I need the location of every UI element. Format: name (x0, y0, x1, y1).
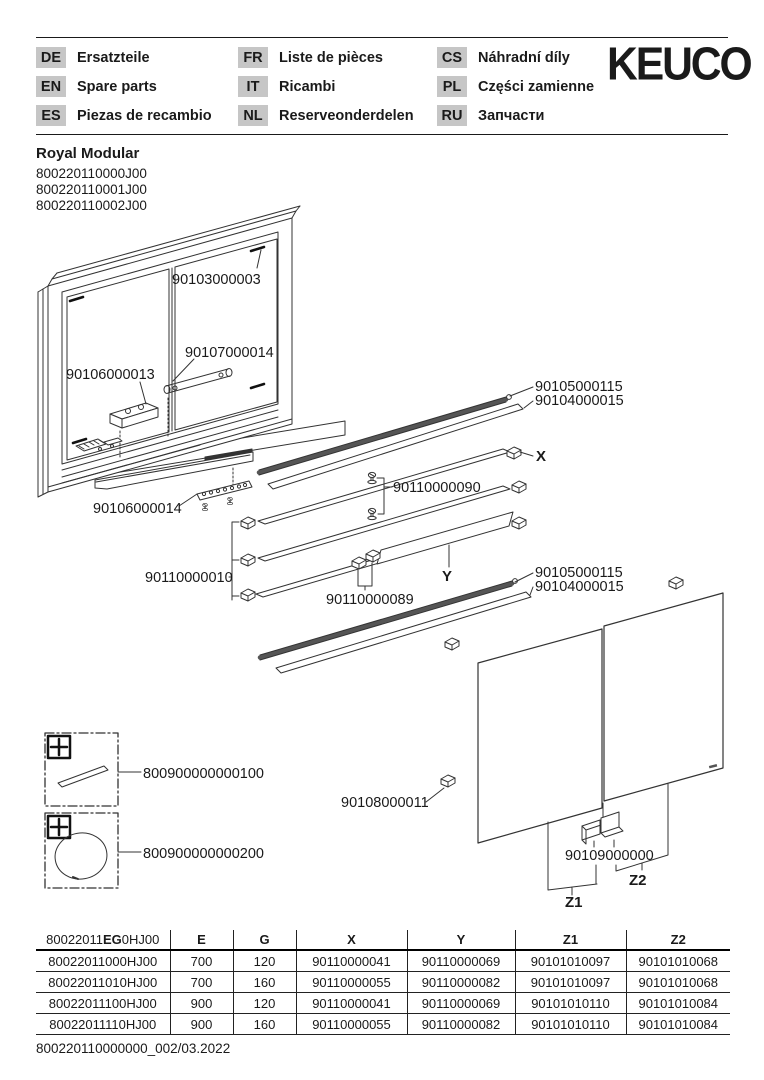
table-row (36, 972, 730, 993)
part-label-shelf-clips: 90110000010 (145, 570, 233, 586)
led-strip-bottom (260, 579, 517, 660)
cell-e: 700 (170, 950, 233, 972)
lang-badge-es: ES (36, 105, 66, 126)
lang-badge-de: DE (36, 47, 66, 68)
keuco-logo: KEUCO (607, 38, 751, 90)
lang-label-es: Piezas de recambio (77, 107, 212, 124)
cell-model: 80022011000HJ00 (36, 950, 170, 972)
col-header-e: E (170, 930, 233, 950)
lang-label-it: Ricambi (279, 78, 336, 95)
col-header-z2: Z2 (626, 930, 730, 950)
cell-y: 90110000082 (407, 972, 515, 993)
cell-z1: 90101010097 (515, 950, 626, 972)
lang-label-nl: Reserveonderdelen (279, 107, 414, 124)
mirror-door-right (604, 593, 723, 801)
cell-z1: 90101010097 (515, 972, 626, 993)
part-label-door-guide: 90109000000 (565, 848, 654, 864)
product-code: 800220110002J00 (36, 198, 147, 213)
product-title: Royal Modular (36, 145, 140, 162)
variants-table-grid (36, 930, 730, 1035)
cell-g: 160 (233, 1014, 296, 1035)
part-label-led-profile-top: 90104000015 (535, 393, 624, 409)
part-label-bottom-rail: 90106000014 (93, 501, 182, 517)
cell-z1: 90101010110 (515, 993, 626, 1014)
accessory-box-strip (45, 733, 141, 806)
plus-icon (48, 736, 70, 758)
lang-label-ru: Запчасти (478, 107, 545, 124)
zone-label-z1: Z1 (565, 894, 583, 911)
plus-icon (48, 816, 70, 838)
col-header-z1: Z1 (515, 930, 626, 950)
cell-e: 700 (170, 972, 233, 993)
part-label-corner-screw: 90103000003 (172, 272, 261, 288)
col-header-x: X (296, 930, 407, 950)
part-label-door-damper: 90106000013 (66, 367, 155, 383)
cell-g: 120 (233, 993, 296, 1014)
cell-x: 90110000041 (296, 993, 407, 1014)
cell-g: 120 (233, 950, 296, 972)
cell-x: 90110000055 (296, 1014, 407, 1035)
cell-y: 90110000069 (407, 993, 515, 1014)
zone-label-x: X (536, 448, 547, 465)
shelf-clips-left (229, 517, 255, 601)
lang-badge-it: IT (238, 76, 268, 97)
part-label-accessory-mirror: 800900000000200 (143, 846, 264, 862)
cell-x: 90110000041 (296, 950, 407, 972)
cell-x: 90110000055 (296, 972, 407, 993)
cell-e: 900 (170, 1014, 233, 1035)
lang-badge-nl: NL (238, 105, 268, 126)
product-code: 800220110000J00 (36, 166, 147, 181)
bottom-rail-part (197, 468, 252, 511)
part-label-led-strip-bottom: 90105000115 (535, 565, 623, 581)
document-number: 800220110000000_002/03.2022 (36, 1041, 231, 1056)
cell-y: 90110000069 (407, 950, 515, 972)
mounting-clip (445, 638, 459, 650)
shelf-clip-y (512, 517, 526, 529)
col-header-g: G (233, 930, 296, 950)
part-label-led-profile-bottom: 90104000015 (535, 579, 624, 595)
lang-label-de: Ersatzteile (77, 49, 150, 66)
cell-z2: 90101010068 (626, 972, 730, 993)
lang-label-pl: Części zamienne (478, 78, 595, 95)
zone-label-z2: Z2 (629, 872, 647, 889)
cell-z2: 90101010068 (626, 950, 730, 972)
cell-z1: 90101010110 (515, 1014, 626, 1035)
lang-badge-ru: RU (437, 105, 467, 126)
lang-badge-en: EN (36, 76, 66, 97)
col-header-y: Y (407, 930, 515, 950)
shelf-clip-2 (512, 481, 526, 493)
part-label-led-driver: 90107000014 (185, 345, 274, 361)
shelf-clip-x (507, 447, 521, 459)
variants-table (36, 930, 730, 1035)
mirror-door-left (478, 629, 602, 843)
cell-model: 80022011100HJ00 (36, 993, 170, 1014)
table-row (36, 950, 730, 972)
cell-model: 80022011010HJ00 (36, 972, 170, 993)
lang-badge-pl: PL (437, 76, 467, 97)
lang-label-fr: Liste de pièces (279, 49, 383, 66)
lang-label-en: Spare parts (77, 78, 157, 95)
door-clip-part (441, 775, 455, 787)
cell-model: 80022011110HJ00 (36, 1014, 170, 1035)
lang-label-cs: Náhradní díly (478, 49, 570, 66)
cell-y: 90110000082 (407, 1014, 515, 1035)
cell-e: 900 (170, 993, 233, 1014)
accessory-box-mirror (45, 813, 141, 888)
cell-z2: 90101010084 (626, 1014, 730, 1035)
shelf-screws-90110000090 (368, 472, 392, 519)
led-profile-top (268, 404, 523, 489)
cell-z2: 90101010084 (626, 993, 730, 1014)
part-label-led-strip-top: 90105000115 (535, 379, 623, 395)
part-label-shelf-clip-pair: 90110000089 (326, 592, 414, 608)
product-code: 800220110001J00 (36, 182, 147, 197)
table-row (36, 993, 730, 1014)
lang-badge-fr: FR (238, 47, 268, 68)
part-label-door-clip: 90108000011 (341, 795, 429, 811)
zone-label-y: Y (442, 568, 453, 585)
part-label-shelf-screws: 90110000090 (393, 480, 481, 496)
table-row (36, 1014, 730, 1035)
lang-badge-cs: CS (437, 47, 467, 68)
table-header-row (36, 930, 730, 950)
cell-g: 160 (233, 972, 296, 993)
door-clip-top (669, 577, 683, 589)
part-label-accessory-strip: 800900000000100 (143, 766, 264, 782)
col-header-model: 80022011EG0HJ00 (36, 930, 170, 950)
